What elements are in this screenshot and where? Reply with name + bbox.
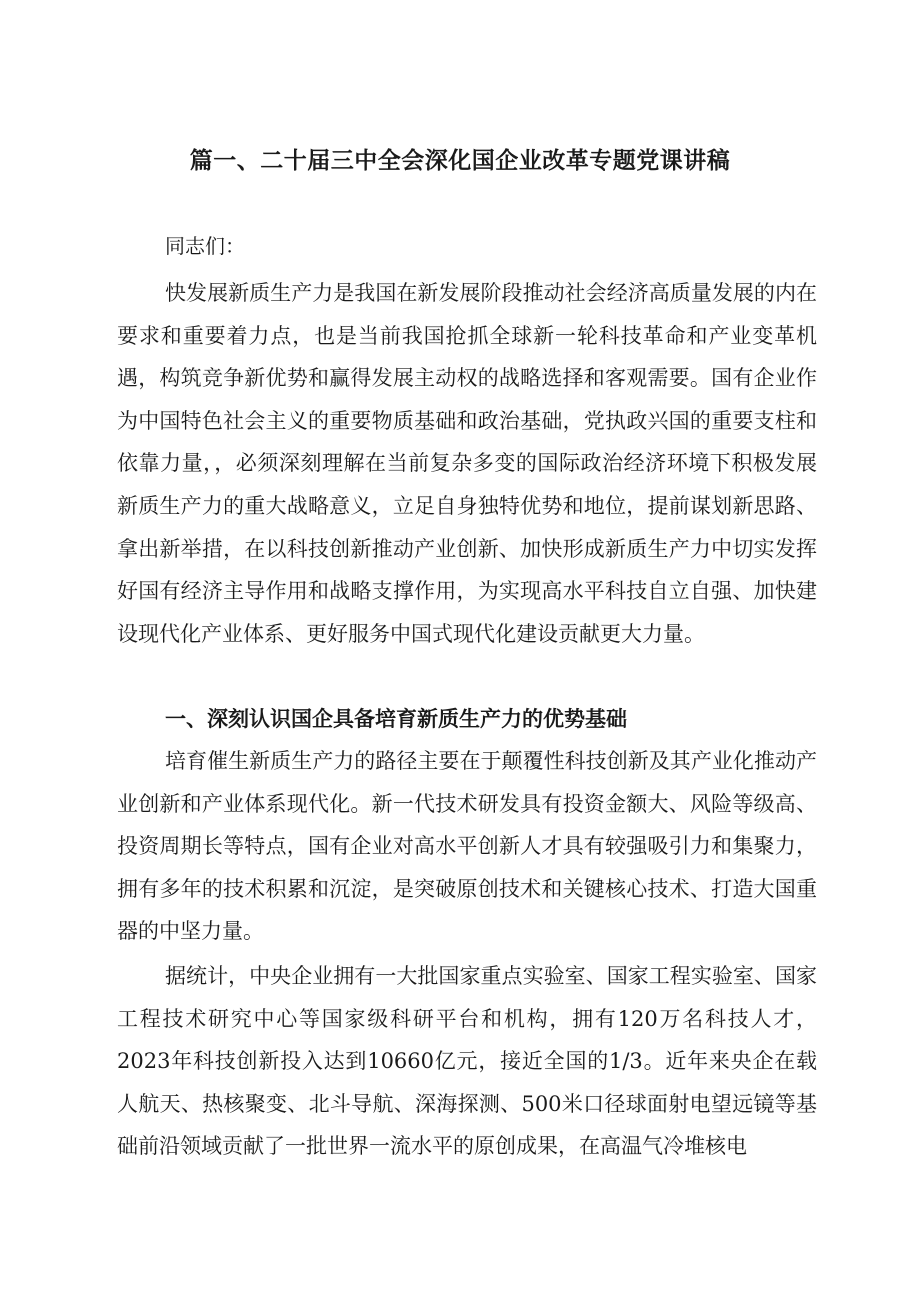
paragraph-section-1: 培育催生新质生产力的路径主要在于颠覆性科技创新及其产业化推动产业创新和产业体系现代化。新一代技术研发具有投资金额大、风险等级高、投资周期长等特点，国有企业对高水平创新人才具有较强吸引力和集聚力，拥有多年的技术积累和沉淀，是突破原创技术和关键核心技术、打造大国重器的中坚力量。: [117, 749, 817, 944]
paragraph-statistics: 据统计，中央企业拥有一大批国家重点实验室、国家工程实验室、国家工程技术研究中心等国家级科研平台和机构，拥有120万名科技人才，2023年科技创新投入达到10660亿元，接近全国的1/3。近年来央企在载人航天、热核聚变、北斗导航、深海探测、500米口径球面射电望远镜等基础前沿领域贡献了一批世界一流水平的原创成果，在高温气冷堆核电: [117, 964, 817, 1159]
document-title: 篇一、二十届三中全会深化国企业改革专题党课讲稿: [189, 148, 731, 174]
section-heading: 一、深刻认识国企具备培育新质生产力的优势基础: [165, 707, 627, 731]
salutation: 同志们：: [165, 234, 245, 258]
paragraph-intro: 快发展新质生产力是我国在新发展阶段推动社会经济高质量发展的内在要求和重要着力点，也是当前我国抢抓全球新一轮科技革命和产业变革机遇，构筑竞争新优势和赢得发展主动权的战略选择和客观需要。国有企业作为中国特色社会主义的重要物质基础和政治基础，党执政兴国的重要支柱和依靠力量，，必须深刻理解在当前复杂多变的国际政治经济环境下积极发展新质生产力的重大战略意义，立足自身独特优势和地位，提前谋划新思路、拿出新举措，在以科技创新推动产业创新、加快形成新质生产力中切实发挥好国有经济主导作用和战略支撑作用，为实现高水平科技自立自强、加快建设现代化产业体系、更好服务中国式现代化建设贡献更大力量。: [117, 281, 817, 646]
